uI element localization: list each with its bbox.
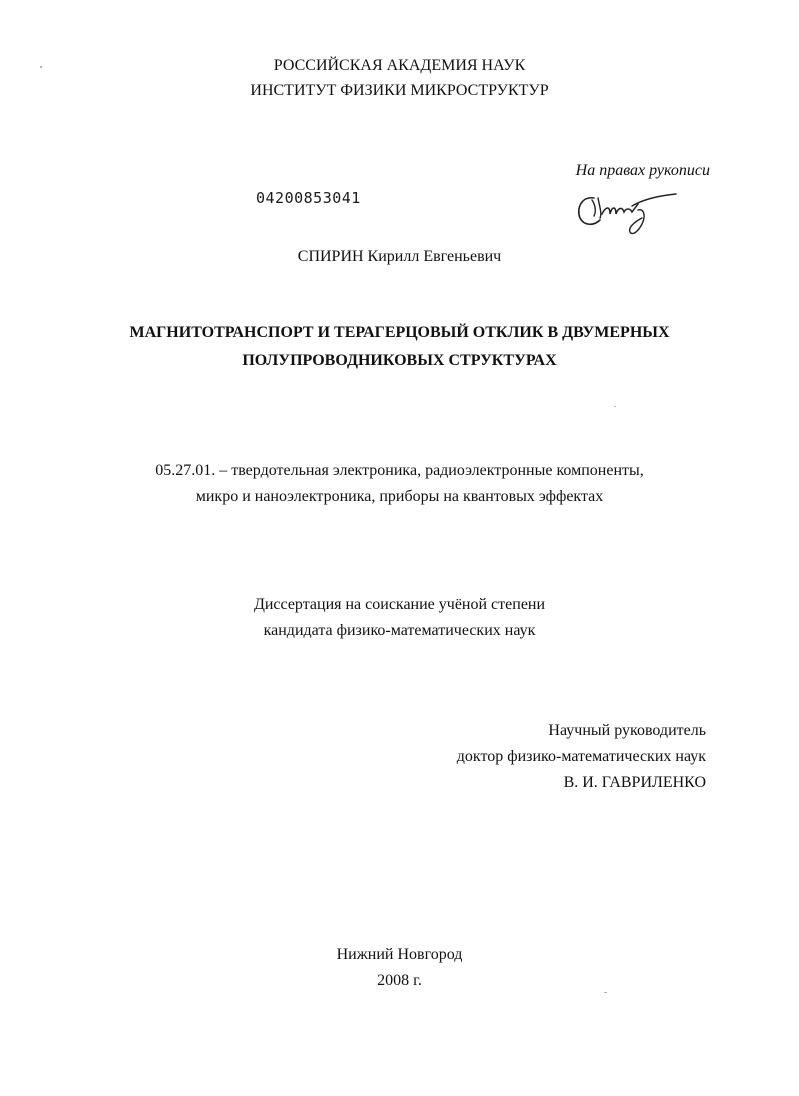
city: Нижний Новгород (336, 946, 463, 963)
serial-number: 04200853041 (256, 189, 361, 207)
institute-name: ИНСТИТУТ ФИЗИКИ МИКРОСТРУКТУР (250, 82, 549, 99)
scan-speck (40, 66, 42, 68)
scan-speck (604, 992, 607, 993)
manuscript-note: На правах рукописи (575, 162, 710, 179)
supervisor-role: Научный руководитель (548, 722, 706, 739)
year: 2008 г. (377, 972, 422, 989)
handwritten-signature (572, 186, 682, 241)
supervisor-block (400, 718, 706, 796)
specialty-line-2: микро и наноэлектроника, приборы на квантовых эффектах (195, 488, 604, 505)
degree-line-2: кандидата физико-математических наук (263, 622, 536, 639)
academy-name: РОССИЙСКАЯ АКАДЕМИЯ НАУК (273, 57, 526, 74)
scan-speck (614, 406, 616, 407)
supervisor-name: В. И. ГАВРИЛЕНКО (563, 774, 706, 791)
thesis-title-line-1: МАГНИТОТРАНСПОРТ И ТЕРАГЕРЦОВЫЙ ОТКЛИК В ДВУМЕРНЫХ (129, 324, 670, 341)
degree-line-1: Диссертация на соискание учёной степени (253, 596, 546, 613)
specialty-line-1: 05.27.01. – твердотельная электроника, радиоэлектронные компоненты, (155, 462, 644, 479)
supervisor-degree: доктор физико-математических наук (456, 748, 706, 765)
author-name: СПИРИН Кирилл Евгеньевич (297, 248, 502, 265)
thesis-title-line-2: ПОЛУПРОВОДНИКОВЫХ СТРУКТУРАХ (242, 352, 557, 369)
